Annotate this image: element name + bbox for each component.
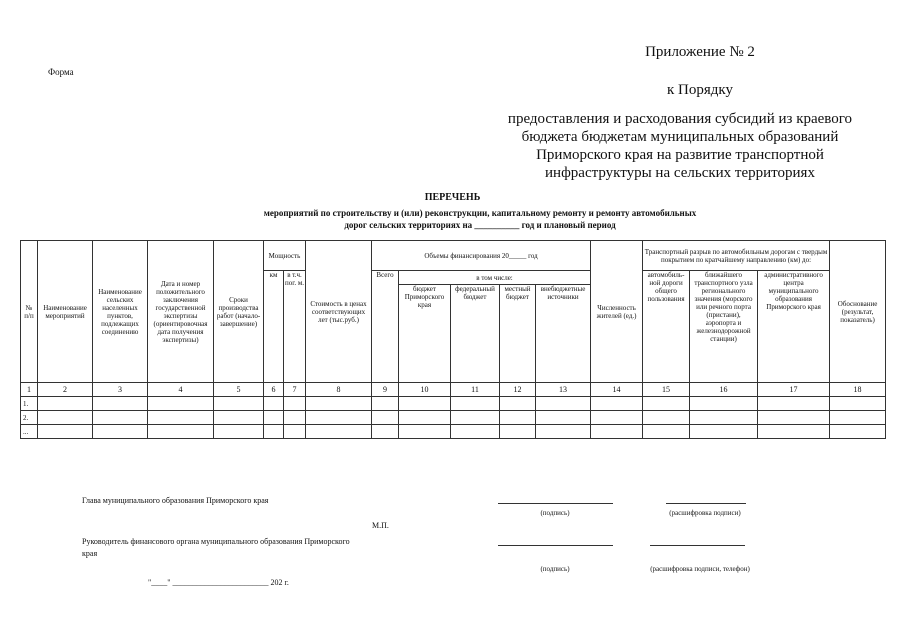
title-line-2: дорог сельских территориях на __________ год и плановый период xyxy=(344,220,616,230)
title-line-1: мероприятий по строительству и (или) реконструкции, капитальному ремонту и ремонту автомобильных xyxy=(263,208,697,218)
finance-head-label xyxy=(82,536,422,560)
row-number: 2. xyxy=(21,411,38,425)
col-number: 10 xyxy=(399,383,451,397)
row-number: ... xyxy=(21,425,38,439)
header-name: Наименование мероприятий xyxy=(38,241,93,383)
finance-head-line-2: края xyxy=(82,549,98,558)
header-justification: Обоснование (результат, показатель) xyxy=(830,241,886,383)
header-capacity: Мощность xyxy=(264,241,306,271)
stamp-label: М.П. xyxy=(372,521,389,530)
head-label: Глава муниципального образования Приморского края xyxy=(82,496,269,505)
table-row xyxy=(21,397,886,411)
signature-caption: (подпись) xyxy=(540,509,570,517)
header-hub: ближайшего транспортного узла регионального значения (морского или речного порта (пристани), аэропорта и железнодорожной станции) xyxy=(690,271,758,383)
col-number: 4 xyxy=(148,383,214,397)
header-financing: Объемы финансирования 20_____ год xyxy=(372,241,591,271)
order-subtitle xyxy=(480,110,880,182)
form-label: Форма xyxy=(48,67,74,77)
date-line: "____" ________________________ 202 г. xyxy=(148,578,289,587)
header-admin: административного центра муниципального образования Приморского края xyxy=(758,271,830,383)
col-number: 16 xyxy=(690,383,758,397)
signature-caption-2: (подпись) xyxy=(540,565,570,573)
header-regional: бюджет Приморского края xyxy=(399,285,451,383)
col-number: 9 xyxy=(372,383,399,397)
decoding-caption-2: (расшифровка подписи, телефон) xyxy=(650,565,750,573)
subtitle-line: Приморского края на развитие транспортной xyxy=(536,147,824,163)
col-number: 6 xyxy=(264,383,284,397)
col-number: 18 xyxy=(830,383,886,397)
col-number: 7 xyxy=(284,383,306,397)
header-terms: Сроки производства работ (начало-завершение) xyxy=(214,241,264,383)
col-number: 1 xyxy=(21,383,38,397)
header-total: Всего xyxy=(372,271,399,383)
table-row xyxy=(21,411,886,425)
document-subtitle xyxy=(200,207,760,231)
header-no: № п/п xyxy=(21,241,38,383)
col-number: 3 xyxy=(93,383,148,397)
header-population: Численность жителей (ед.) xyxy=(591,241,643,383)
signature-line xyxy=(498,503,613,504)
row-number: 1. xyxy=(21,397,38,411)
column-numbers-row xyxy=(21,383,886,397)
header-local: местный бюджет xyxy=(500,285,536,383)
header-km: км xyxy=(264,271,284,383)
col-number: 17 xyxy=(758,383,830,397)
subtitle-line: инфраструктуры на сельских территориях xyxy=(545,165,815,181)
decoding-line xyxy=(666,503,746,504)
header-offbudget: внебюджетные источники xyxy=(536,285,591,383)
col-number: 5 xyxy=(214,383,264,397)
col-number: 8 xyxy=(306,383,372,397)
col-number: 14 xyxy=(591,383,643,397)
header-expertise: Дата и номер положительного заключения государственной экспертизы (ориентировочная дата получения экспертизы) xyxy=(148,241,214,383)
header-cost: Стоимость в ценах соответствующих лет (тыс.руб.) xyxy=(306,241,372,383)
header-road: автомобиль-ной дороги общего пользования xyxy=(643,271,690,383)
finance-head-line-1: Руководитель финансового органа муниципального образования Приморского xyxy=(82,537,350,546)
decoding-caption: (расшифровка подписи) xyxy=(669,509,741,517)
subtitle-line: предоставления и расходования субсидий из краевого xyxy=(507,111,853,127)
table-row xyxy=(21,425,886,439)
header-federal: федеральный бюджет xyxy=(451,285,500,383)
col-number: 2 xyxy=(38,383,93,397)
appendix-number: Приложение № 2 xyxy=(645,44,755,60)
header-incl: в т.ч. пог. м. xyxy=(284,271,306,383)
decoding-line-2 xyxy=(650,545,745,546)
col-number: 13 xyxy=(536,383,591,397)
measures-table xyxy=(20,240,886,439)
document-title: ПЕРЕЧЕНЬ xyxy=(424,192,481,203)
header-gap: Транспортный разрыв по автомобильным дорогам с твердым покрытием по кратчайшему направлению (км) до: xyxy=(643,241,830,271)
col-number: 15 xyxy=(643,383,690,397)
subtitle-line: бюджета бюджетам муниципальных образований xyxy=(521,129,839,145)
signature-line-2 xyxy=(498,545,613,546)
to-order: к Порядку xyxy=(667,82,733,98)
col-number: 11 xyxy=(451,383,500,397)
col-number: 12 xyxy=(500,383,536,397)
header-incl-fin: в том числе: xyxy=(399,271,591,285)
header-settlements: Наименование сельских населенных пунктов, подлежащих соединению xyxy=(93,241,148,383)
